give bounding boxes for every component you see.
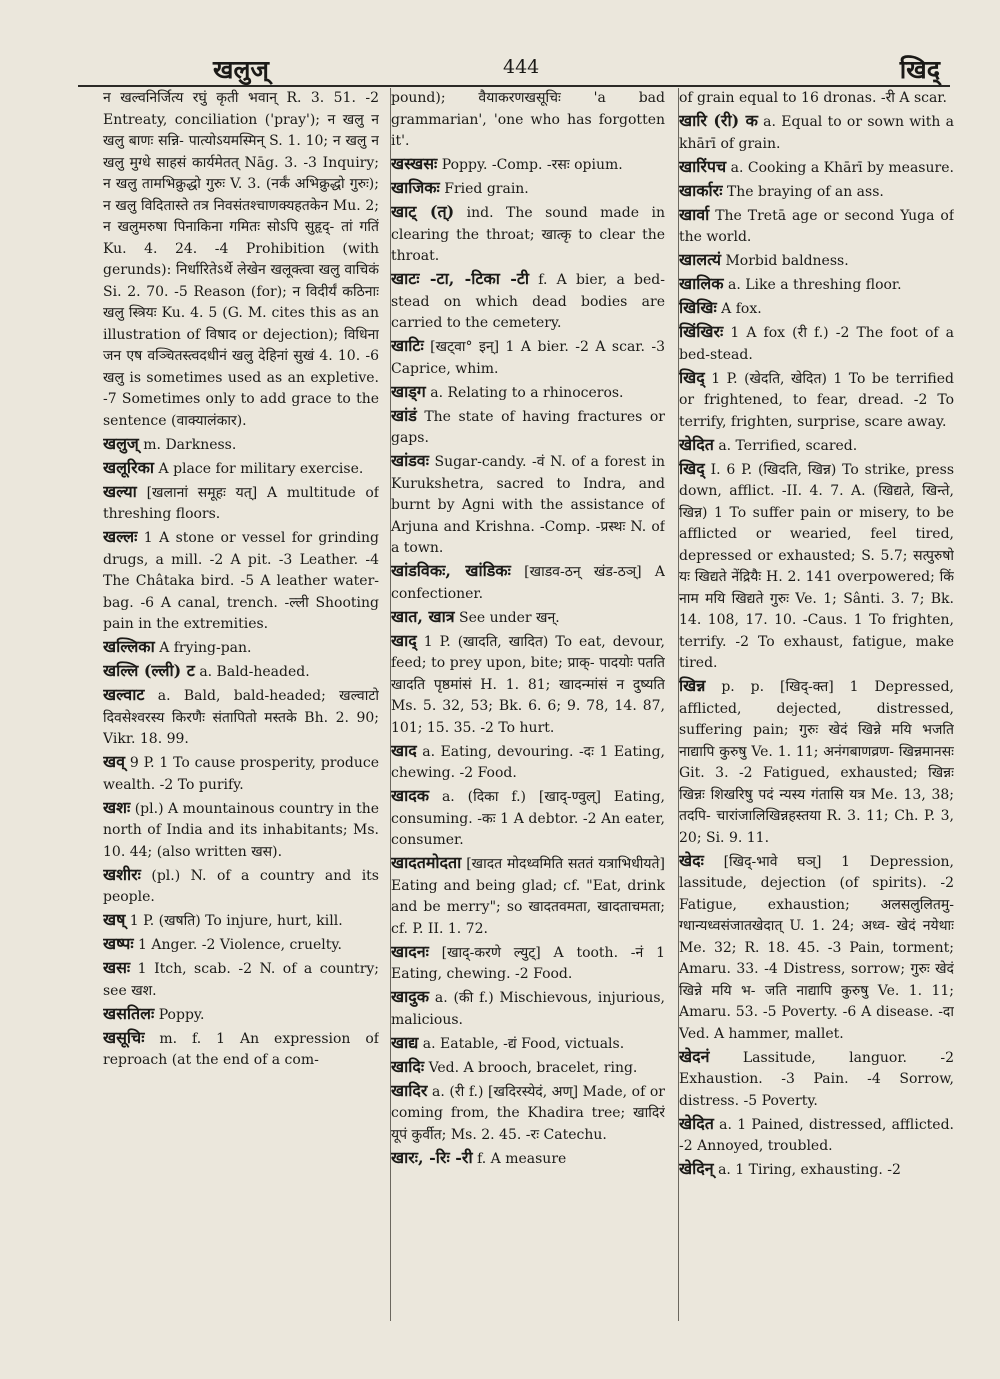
dictionary-entry (391, 201, 665, 268)
entry-headword: खल्या (103, 481, 137, 501)
entry-headword: खेदः (679, 850, 704, 870)
entry-headword: खेदनं (679, 1046, 710, 1066)
dictionary-entry (391, 335, 665, 380)
entry-definition: a. (दिका f.) [खाद्-ण्वुल्] Eating, consuming. -कः 1 A debtor. -2 An eater, consumer. (391, 789, 665, 848)
right-guide-word: खिद् (899, 55, 940, 84)
dictionary-entry (679, 434, 954, 458)
dictionary-entry (391, 1147, 665, 1171)
entry-headword: खल्वाट (103, 685, 145, 704)
dictionary-entry (679, 180, 954, 204)
entry-headword: खारि (री) क (679, 111, 758, 130)
entry-headword: खिखिः (679, 298, 717, 317)
entry-headword: खादक (391, 786, 430, 805)
entry-definition: 1 Anger. -2 Violence, cruelty. (138, 937, 342, 953)
entry-headword: खालत्यं (679, 250, 722, 269)
entry-definition: a. Equal to or sown with a khārī of grain. (679, 114, 954, 152)
entry-definition: Morbid baldness. (725, 253, 849, 269)
dictionary-entry (679, 110, 954, 155)
entry-definition: [खिद्-भावे घञ्] 1 Depression, lassitude, dejection (of spirits). -2 Fatigue, exhaustion; अलसलुलितमु- ग्धान्यध्वसंजातखेदात् U. 1. 24; अध्व- खेदं नयेथाः Me. 32; R. 18. 45. -3 Pain, torment; Amaru. 33. -4 Distress, sorrow; गुरुः खेदं खिन्ने मयि भ- जति नाद्यापि कुरुषु Ve. 1. 11; Amaru. 53. -5 Poverty. -6 A disease. -दा Ved. A hammer, mallet. (679, 853, 954, 1042)
column-3 (678, 88, 954, 1321)
entry-definition: m. f. 1 An expression of reproach (at the end of a com- (103, 1030, 379, 1068)
entry-headword: खस्खसः (391, 154, 438, 173)
dictionary-entry (391, 1080, 665, 1147)
dictionary-entry (391, 381, 665, 405)
entry-definition: I. 6 P. (खिदति, खिन्न) To strike, press down, afflict. -II. 4. 7. A. (खिद्यते, खिन्ते, खिन्न) 1 To suffer pain or misery, to be afflicted or wearied, feel tired, depressed or exhausted; S. 5.7; सत्पुरुषो यः खिद्यते नेंद्रियैः H. 2. 141 overpowered; किं नाम मयि खिद्यते गुरुः Ve. 1; Sânti. 3. 7; Bk. 14. 108, 17. 10. -Caus. 1 To frighten, terrify. -2 To exhaust, fatigue, make tired. (679, 461, 954, 671)
entry-headword: खव् (103, 752, 125, 771)
entry-headword: खसूचिः (103, 1027, 145, 1047)
entry-definition: Poppy. -Comp. -रसः opium. (441, 157, 623, 173)
entry-headword: खसः (103, 958, 131, 977)
dictionary-entry (103, 1003, 379, 1027)
dictionary-entry (103, 909, 379, 933)
dictionary-entry (391, 1032, 665, 1056)
entry-headword: खादिः (391, 1056, 425, 1076)
entry-definition: A place for military exercise. (158, 460, 364, 477)
entry-headword: खाद्य (391, 1032, 419, 1052)
entry-definition: 1 A stone or vessel for grinding drugs, a mill. -2 A pit. -3 Leather. -4 The Châtaka bird. -5 A leather water-bag. -6 A canal, trench. -ल्ली Shooting pain in the extremities. (103, 530, 379, 632)
dictionary-entry (391, 177, 665, 201)
entry-definition: [खलानां समूहः यत्] A multitude of threshing floors. (103, 484, 379, 522)
entry-headword: खल्लिका (103, 637, 155, 656)
dictionary-entry (103, 864, 379, 909)
dictionary-entry (103, 957, 379, 1002)
dictionary-entry (103, 660, 379, 684)
dictionary-entry (679, 367, 954, 434)
entry-definition: a. (की f.) Mischievous, injurious, malicious. (391, 990, 665, 1028)
entry-headword: खल्लः (103, 527, 138, 546)
entry-definition: a. Eatable, -द्यं Food, victuals. (422, 1035, 625, 1052)
entry-definition: The braying of an ass. (726, 183, 884, 200)
entry-definition: 1 Itch, scab. -2 N. of a country; see खश. (103, 961, 379, 999)
dictionary-entry (391, 986, 665, 1031)
entry-definition: [खट्वा° इन्] 1 A bier. -2 A scar. -3 Caprice, whim. (391, 339, 665, 377)
entry-definition: pound); वैयाकरणखसूचिः 'a bad grammarian', 'one who has forgotten it'. (391, 90, 665, 149)
entry-definition: The Tretā age or second Yuga of the world. (679, 207, 954, 245)
entry-definition: Ved. A brooch, bracelet, ring. (428, 1059, 638, 1076)
dictionary-entry (391, 450, 665, 560)
dictionary-entry (103, 636, 379, 660)
dictionary-entry (679, 249, 954, 273)
dictionary-entry (103, 751, 379, 796)
entry-headword: खेदिन् (679, 1159, 714, 1178)
entry-headword: खेदित (679, 434, 714, 454)
dictionary-entry (103, 433, 379, 457)
entry-definition: of grain equal to 16 dronas. -री A scar. (679, 90, 947, 106)
entry-headword: खांडं (391, 405, 417, 425)
dictionary-entry (103, 797, 379, 864)
dictionary-entry (679, 273, 954, 297)
entry-headword: खाटः -टा, -टिका -टी (391, 269, 530, 288)
dictionary-entry (679, 204, 954, 249)
dictionary-entry (679, 297, 954, 321)
dictionary-entry (679, 1158, 954, 1182)
dictionary-entry (391, 941, 665, 986)
entry-headword: खाजिकः (391, 178, 440, 197)
entry-headword: खाड्ग (391, 381, 426, 401)
entry-definition: a. 1 Tiring, exhausting. -2 (718, 1162, 901, 1178)
entry-definition: a. Bald-headed. (199, 664, 310, 680)
column-2 (390, 88, 665, 1321)
dictionary-entry (391, 1056, 665, 1080)
dictionary-entry (391, 630, 665, 740)
entry-headword: खांडविकः, खांडिकः (391, 561, 511, 580)
entry-headword: खादनः (391, 941, 429, 961)
entry-headword: खादुक (391, 987, 430, 1006)
entry-definition: p. p. [खिद्-क्त] 1 Depressed, afflicted, dejected, distressed, suffering pain; गुरुः खेदं खिन्ने मयि भजति नाद्यापि कुरुषु Ve. 1. 11; अनंगबाणव्रण- खिन्नमानसः Git. 3. -2 Fatigued, exhausted; खिन्नः खिन्नः शिखरिषु पदं न्यस्य गंतासि यत्र Me. 13, 38; तदपि- चारांजालिखिन्नहस्तया R. 3. 11; Ch. P. 3, 20; Si. 9. 11. (679, 679, 954, 846)
entry-headword: खादतमोदता (391, 853, 462, 872)
entry-definition: Poppy. (158, 1006, 205, 1023)
dictionary-entry (679, 850, 954, 1046)
entry-definition: a. Cooking a Khārī by measure. (730, 159, 954, 176)
entry-definition: A fox. (721, 301, 762, 317)
entry-headword: खलूरिका (103, 457, 155, 477)
entry-headword: खल्लि (ल्ली) ट (103, 661, 195, 680)
dictionary-entry (679, 1046, 954, 1113)
entry-definition: a. 1 Pained, distressed, afflicted. -2 Annoyed, troubled. (679, 1116, 954, 1154)
entry-headword: खांडवः (391, 451, 429, 470)
entry-definition: a. Terrified, scared. (718, 437, 858, 454)
entry-definition: 1 A fox (री f.) -2 The foot of a bed-stead. (679, 325, 954, 363)
left-guide-word: खलुज् (213, 55, 269, 84)
entry-headword: खिद् (679, 458, 705, 478)
entry-definition: Sugar-candy. -वं N. of a forest in Kurukshetra, sacred to Indra, and burnt by Agni with the assistance of Arjuna and Krishna. -Comp. -प्रस्थः N. of a town. (391, 454, 665, 556)
entry-headword: खिद् (679, 367, 705, 387)
entry-definition: Fried grain. (444, 181, 529, 197)
entry-definition: [खाडव-ठन् खंड-ठञ्] A confectioner. (391, 564, 665, 602)
column-1 (103, 88, 379, 1321)
entry-headword: खष्पः (103, 934, 134, 953)
entry-headword: खार्कारः (679, 180, 723, 200)
entry-definition: 1 P. (खादति, खादित) To eat, devour, feed; to prey upon, bite; प्राक्- पादयोः पतति खादति पृष्ठमांसं H. 1. 81; खादन्मांसं न दुष्यति Ms. 5. 32, 53; Bk. 6. 6; 9. 78, 14. 87, 101; 15. 35. -2 To hurt. (391, 633, 665, 736)
dictionary-entry (391, 785, 665, 852)
page-number: 444 (503, 56, 540, 78)
dictionary-entry (103, 933, 379, 957)
entry-headword: खाद (391, 740, 417, 760)
header-rule (78, 85, 950, 87)
entry-headword: खशः (103, 797, 131, 817)
dictionary-entry (679, 321, 954, 366)
entry-headword: खिन्न (679, 676, 706, 695)
dictionary-entry (103, 88, 379, 432)
entry-headword: खालिक (679, 274, 724, 293)
entry-headword: खार्वा (679, 204, 710, 224)
entry-headword: खाद् (391, 630, 417, 650)
entry-headword: खाटिः (391, 336, 424, 355)
dictionary-entry (679, 156, 954, 180)
entry-definition: f. A bier, a bed-stead on which dead bodies are carried to the cemetery. (391, 272, 665, 331)
dictionary-entry (391, 606, 665, 630)
dictionary-entry (391, 405, 665, 450)
entry-definition: See under खन्. (459, 609, 560, 626)
entry-definition: 1 P. (खषति) To injure, hurt, kill. (129, 913, 343, 929)
entry-headword: खिंखिरः (679, 322, 724, 341)
entry-headword: खाट् (त्) (391, 202, 455, 221)
entry-definition: a. (री f.) [खदिरस्येदं, अण्] Made, of or coming from, the Khadira tree; खादिरं यूपं कुर्वीत; Ms. 2. 45. -रः Catechu. (391, 1083, 665, 1143)
dictionary-entry (391, 852, 665, 940)
dictionary-entry (103, 481, 379, 526)
entry-definition: 9 P. 1 To cause prosperity, produce wealth. -2 To purify. (103, 755, 379, 793)
dictionary-entry (103, 526, 379, 636)
entry-headword: खलुज् (103, 433, 139, 453)
dictionary-entry (103, 1027, 379, 1072)
entry-definition: न खल्वनिर्जित्य रघुं कृती भवान् R. 3. 51. -2 Entreaty, conciliation ('pray'); न खलु न खलु बाणः सन्नि- पात्योऽयमस्मिन् S. 1. 10; न खलु न खलु मुग्धे साहसं कार्यमेतत् Nāg. 3. -3 Inquiry; न खलु तामभिक्रुद्धो गुरुः V. 3. (नर्कं अभिक्रुद्धो गुरुः); न खलु विदितास्ते तत्र निवसंतश्चाणक्यहतकेन Mu. 2; न खलुमरुषा पिनाकिना गमितः सोऽपि सुहृद्- तां गतिं Ku. 4. 24. -4 Prohibition (with gerunds): निर्धारितेऽर्थे लेखेन खलूक्त्वा खलु वाचिकं Si. 2. 70. -5 Reason (for); न विदीर्यं कठिनाः खलु स्त्रियः Ku. 4. 5 (G. M. cites this as an illustration of विषाद or dejection); विधिना जन एष वञ्चितस्त्वदधीनं खलु देहिनां सुखं 4. 10. -6 खलु is sometimes used as an expletive. -7 Sometimes only to add grace to the sentence (वाक्यालंकार). (103, 90, 379, 429)
entry-definition: The state of having fractures or gaps. (391, 408, 665, 446)
entry-definition: a. Bald, bald-headed; खल्वाटो दिवसेश्वरस्य किरणैः संतापितो मस्तके Bh. 2. 90; Vikr. 18. 99. (103, 688, 379, 747)
entry-headword: खात, खात्र (391, 606, 455, 626)
entry-definition: ind. The sound made in clearing the throat; खात्कृ to clear the throat. (391, 205, 665, 264)
entry-definition: f. A measure (477, 1150, 567, 1167)
entry-definition: [खाद्-करणे ल्युट्] A tooth. -नं 1 Eating, chewing. -2 Food. (391, 944, 665, 982)
entry-headword: खारः, -रिः -री (391, 1147, 473, 1167)
entry-definition: 1 P. (खेदति, खेदित) 1 To be terrified or frightened, to fear, dread. -2 To terrify, frighten, surprise, scare away. (679, 370, 954, 430)
dictionary-entry (679, 88, 954, 110)
dictionary-entry (391, 268, 665, 335)
dictionary-entry (391, 560, 665, 605)
entry-definition: a. Eating, devouring. -दः 1 Eating, chewing. -2 Food. (391, 743, 665, 781)
entry-definition: (pl.) A mountainous country in the north of India and its inhabitants; Ms. 10. 44; (also written खस). (103, 800, 379, 860)
entry-definition: a. Like a threshing floor. (727, 277, 902, 293)
dictionary-entry (391, 88, 665, 153)
dictionary-entry (679, 1113, 954, 1158)
page-header (205, 52, 940, 86)
entry-headword: खष् (103, 910, 126, 929)
dictionary-entry (103, 684, 379, 751)
dictionary-entry (103, 457, 379, 481)
entry-definition: a. Relating to a rhinoceros. (430, 384, 624, 401)
entry-headword: खसतिलः (103, 1003, 155, 1023)
entry-definition: m. Darkness. (143, 436, 237, 453)
entry-definition: [खादत मोदध्वमिति सततं यत्राभिधीयते] Eating and being glad; cf. "Eat, drink and be merry"; so खादतवमता, खादताचमता; cf. P. II. 1. 72. (391, 856, 665, 937)
dictionary-entry (391, 153, 665, 177)
entry-headword: खशीरः (103, 864, 141, 884)
dictionary-entry (679, 458, 954, 675)
entry-headword: खेदित (679, 1113, 714, 1133)
entry-headword: खादिर (391, 1080, 428, 1100)
dictionary-entry (679, 675, 954, 849)
entry-definition: (pl.) N. of a country and its people. (103, 867, 379, 905)
entry-definition: Lassitude, languor. -2 Exhaustion. -3 Pain. -4 Sorrow, distress. -5 Poverty. (679, 1049, 954, 1109)
dictionary-entry (391, 740, 665, 785)
entry-definition: A frying-pan. (159, 640, 252, 656)
entry-headword: खारिंपच (679, 156, 727, 176)
